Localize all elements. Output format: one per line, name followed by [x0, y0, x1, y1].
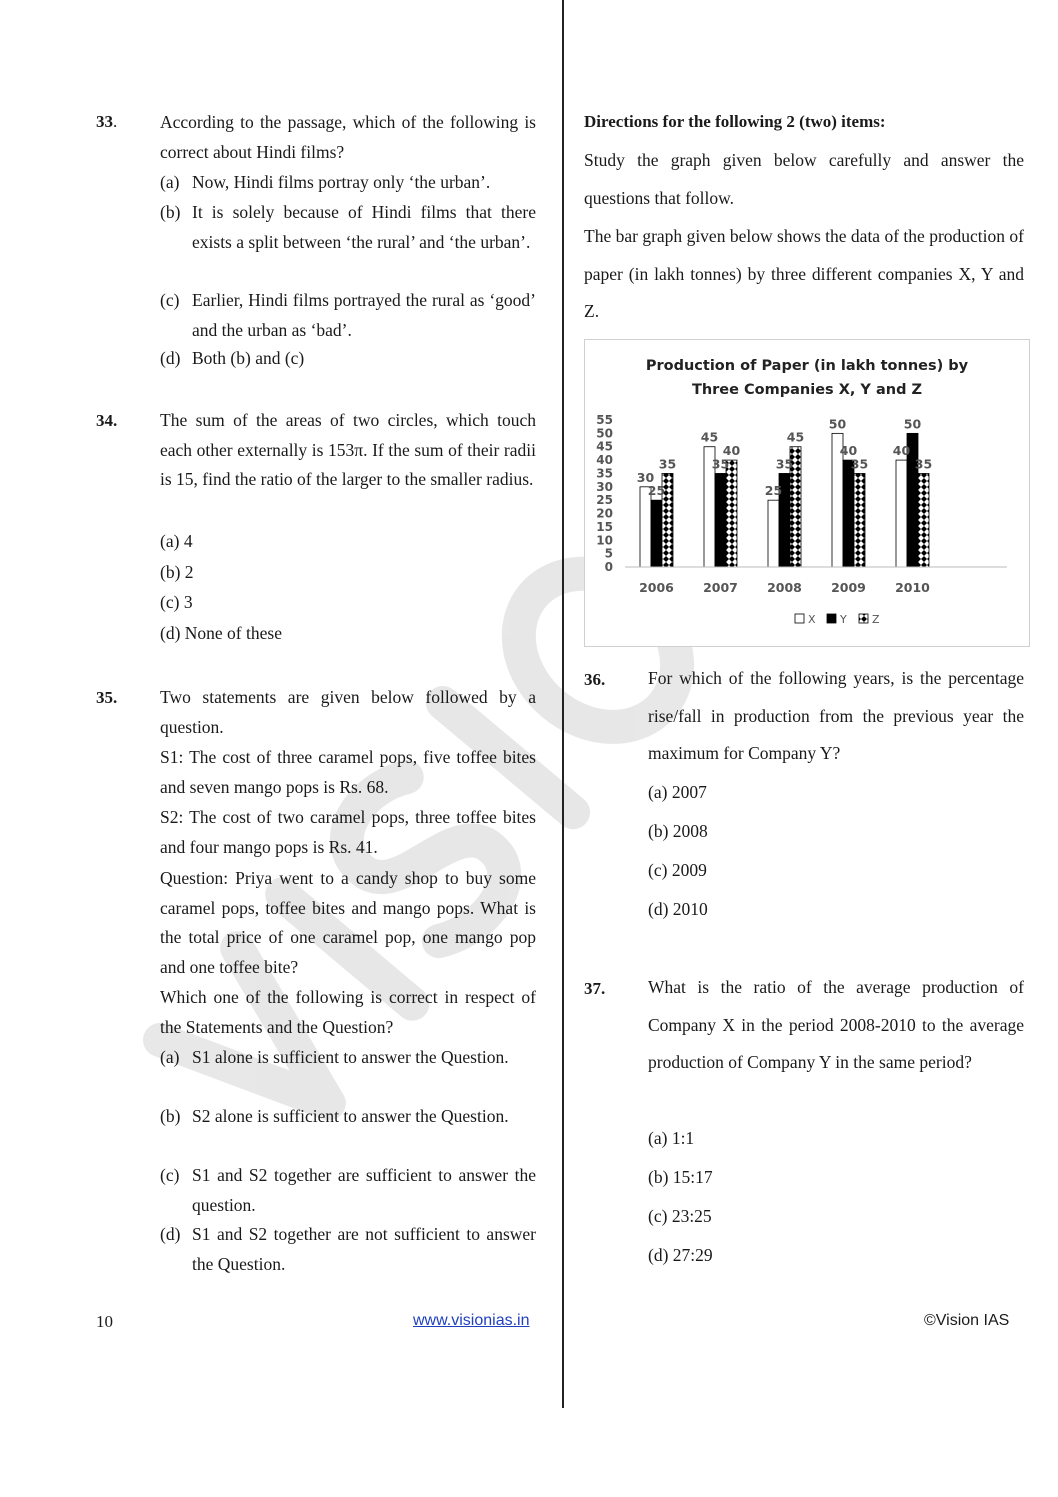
y-tick-label: 35	[596, 466, 613, 481]
bar-y-2007	[715, 473, 726, 567]
data-label-x-2009: 50	[828, 416, 847, 432]
question-33-number: 33.	[96, 112, 118, 131]
question-33-option-c[interactable]: (c) Earlier, Hindi films portrayed the rural as ‘good’ and the urban as ‘bad’.	[160, 290, 536, 340]
question-37-option-c[interactable]: (c) 23:25	[648, 1206, 712, 1226]
question-33-stem: According to the passage, which of the following is correct about Hindi films?	[160, 112, 536, 162]
x-tick-label: 2009	[831, 580, 866, 595]
question-35-option-a[interactable]: (a) S1 alone is sufficient to answer the Question.	[160, 1047, 509, 1067]
directions-line-1: Study the graph given below carefully and answer the questions that follow.	[584, 150, 1024, 208]
y-tick-label: 55	[596, 413, 613, 427]
question-33-option-d[interactable]: (d) Both (b) and (c)	[160, 348, 305, 368]
data-label-z-2006: 35	[658, 456, 677, 472]
chart-title-line-2: Three Companies X, Y and Z	[691, 382, 923, 398]
question-34-option-b[interactable]: (b) 2	[160, 562, 194, 582]
data-label-y-2009: 40	[839, 443, 858, 459]
question-35-statement-2: S2: The cost of two caramel pops, three toffee bites and four mango pops is Rs. 41.	[160, 807, 536, 857]
bar-y-2006	[651, 500, 662, 567]
question-35-option-d[interactable]: (d) S1 and S2 together are not sufficient to answer the Question.	[160, 1224, 536, 1274]
bar-x-2008	[768, 500, 779, 567]
question-36-option-a[interactable]: (a) 2007	[648, 782, 707, 802]
data-label-x-2007: 45	[700, 429, 719, 445]
legend-swatch-x	[795, 614, 804, 623]
x-tick-label: 2010	[895, 580, 930, 595]
bar-y-2009	[843, 460, 854, 567]
website-link[interactable]: www.visionias.in	[413, 1312, 530, 1329]
y-tick-label: 30	[596, 479, 613, 494]
data-label-x-2008: 25	[764, 483, 783, 499]
question-35-stem: Two statements are given below followed by a question.	[160, 687, 536, 737]
y-tick-label: 5	[604, 546, 613, 561]
question-36-number: 36.	[584, 670, 606, 689]
question-35-statement-1: S1: The cost of three caramel pops, five toffee bites and seven mango pops is Rs. 68.	[160, 747, 536, 797]
x-tick-label: 2008	[767, 580, 802, 595]
data-label-y-2006: 25	[647, 483, 666, 499]
y-tick-label: 10	[596, 533, 613, 548]
bar-z-2007	[726, 460, 737, 567]
y-tick-label: 50	[596, 426, 613, 441]
question-35-prompt: Which one of the following is correct in respect of the Statements and the Question?	[160, 987, 536, 1037]
question-33-option-a[interactable]: (a) Now, Hindi films portray only ‘the urban’.	[160, 172, 491, 192]
question-34-number: 34.	[96, 411, 118, 430]
chart-svg	[585, 340, 1029, 646]
data-label-z-2010: 35	[914, 456, 933, 472]
bar-chart	[584, 339, 1030, 647]
question-37-number: 37.	[584, 979, 606, 998]
question-36-option-c[interactable]: (c) 2009	[648, 860, 707, 880]
data-label-y-2008: 35	[775, 456, 794, 472]
question-34-stem: The sum of the areas of two circles, which touch each other externally is 153π. If the sum of their radii is 15, find the ratio of the larger to the smaller radius.	[160, 410, 536, 489]
data-label-z-2007: 40	[722, 443, 741, 459]
x-tick-label: 2006	[639, 580, 674, 595]
question-37-option-a[interactable]: (a) 1:1	[648, 1128, 695, 1148]
legend-label-x: X	[808, 613, 816, 626]
bar-x-2010	[896, 460, 907, 567]
question-35-question: Question: Priya went to a candy shop to buy some caramel pops, toffee bites and mango pops. What is the total price of one caramel pop, one mango pop and one toffee bite?	[160, 868, 536, 977]
data-label-y-2010: 50	[903, 416, 922, 432]
question-34-option-d[interactable]: (d) None of these	[160, 623, 282, 643]
column-divider	[562, 0, 564, 1408]
legend-label-z: Z	[872, 613, 880, 626]
question-35-number: 35.	[96, 688, 118, 707]
legend-swatch-z	[859, 614, 868, 623]
data-label-y-2007: 35	[711, 456, 730, 472]
copyright-text: ©Vision IAS	[924, 1312, 1010, 1329]
y-tick-label: 25	[596, 493, 613, 508]
data-label-z-2009: 35	[850, 456, 869, 472]
y-tick-label: 15	[596, 519, 613, 534]
chart-legend	[795, 613, 880, 626]
legend-label-y: Y	[840, 613, 847, 626]
question-36-option-d[interactable]: (d) 2010	[648, 899, 708, 919]
question-33-option-b[interactable]: (b) It is solely because of Hindi films that there exists a split between ‘the rural’ and ‘the urban’.	[160, 202, 536, 252]
page-number: 10	[96, 1312, 113, 1331]
question-36-option-b[interactable]: (b) 2008	[648, 821, 708, 841]
question-36-stem: For which of the following years, is the percentage rise/fall in production from the previous year the maximum for Company Y?	[648, 668, 1024, 763]
y-tick-label: 45	[596, 439, 613, 454]
question-37-stem: What is the ratio of the average production of Company X in the period 2008-2010 to the average production of Company Y in the same period?	[648, 977, 1024, 1072]
data-label-x-2010: 40	[892, 443, 911, 459]
y-tick-label: 0	[604, 560, 613, 574]
question-34-option-c[interactable]: (c) 3	[160, 592, 193, 612]
bar-z-2010	[918, 473, 929, 567]
question-35-option-b[interactable]: (b) S2 alone is sufficient to answer the Question.	[160, 1106, 509, 1126]
y-tick-label: 20	[596, 506, 613, 521]
y-tick-label: 40	[596, 453, 613, 468]
data-label-x-2006: 30	[636, 469, 655, 485]
question-37-option-b[interactable]: (b) 15:17	[648, 1167, 713, 1187]
bar-x-2006	[640, 487, 651, 567]
x-tick-label: 2007	[703, 580, 738, 595]
data-label-z-2008: 45	[786, 429, 805, 445]
question-34-option-a[interactable]: (a) 4	[160, 531, 193, 551]
chart-title-line-1: Production of Paper (in lakh tonnes) by	[645, 358, 969, 374]
legend-swatch-y	[827, 614, 836, 623]
question-35-option-c[interactable]: (c) S1 and S2 together are sufficient to answer the question.	[160, 1165, 536, 1215]
directions-heading: Directions for the following 2 (two) items:	[584, 112, 886, 131]
bar-z-2009	[854, 473, 865, 567]
question-37-option-d[interactable]: (d) 27:29	[648, 1245, 713, 1265]
directions-line-2: The bar graph given below shows the data of the production of paper (in lakh tonnes) by three different companies X, Y and Z.	[584, 226, 1024, 321]
